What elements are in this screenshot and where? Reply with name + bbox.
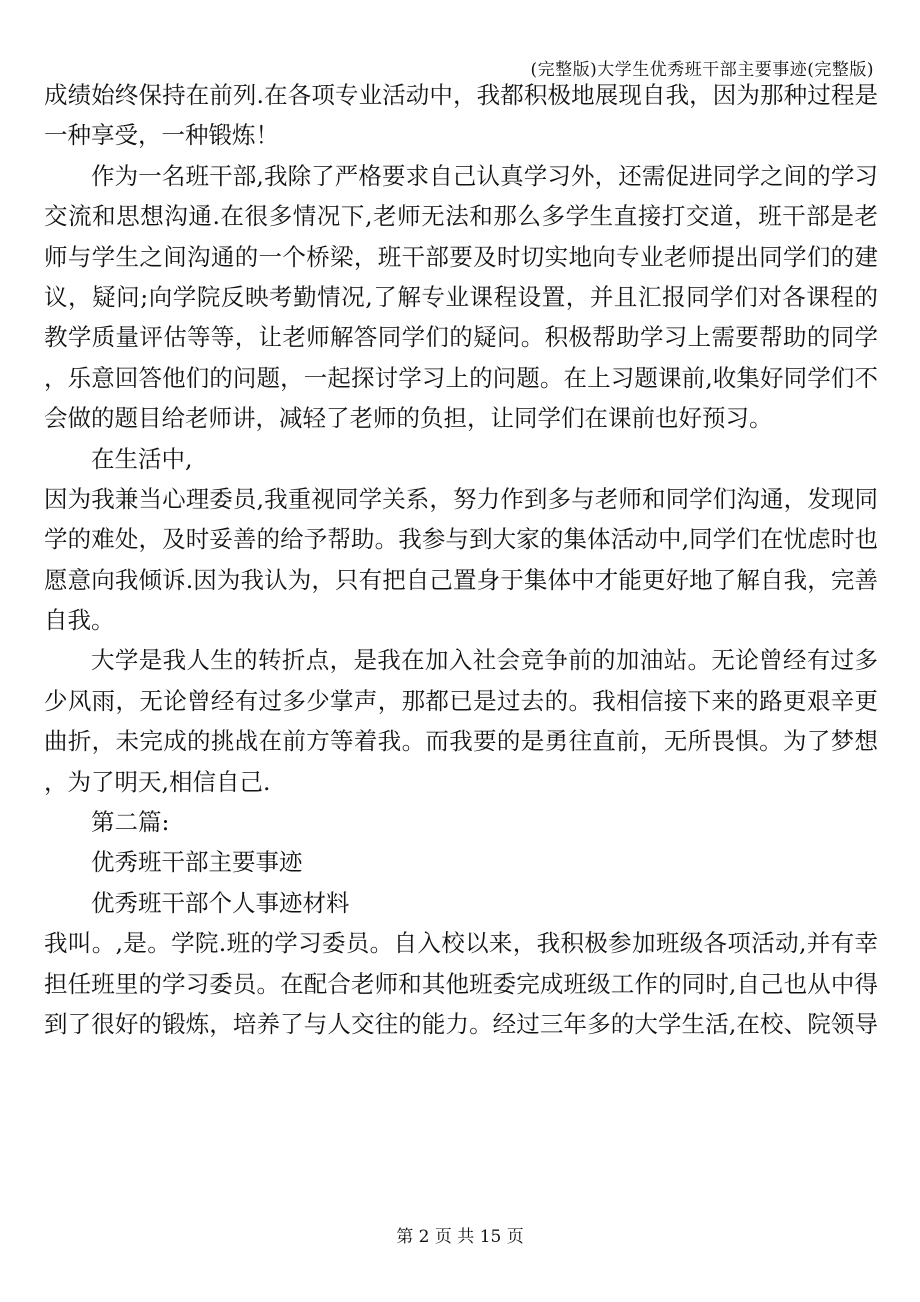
text-line: 到了很好的锻炼，培养了与人交往的能力。经过三年多的大学生活,在校、院领导 <box>44 1009 878 1038</box>
text-line: 一种享受，一种锻炼！ <box>44 121 279 150</box>
text-line: 会做的题目给老师讲，减轻了老师的负担，让同学们在课前也好预习。 <box>44 404 773 433</box>
text-line: 愿意向我倾诉.因为我认为，只有把自己置身于集体中才能更好地了解自我，完善 <box>44 565 878 594</box>
text-line: 教学质量评估等等，让老师解答同学们的疑问。积极帮助学习上需要帮助的同学 <box>44 323 878 352</box>
text-line: 少风雨，无论曾经有过多少掌声，那都已是过去的。我相信接下来的路更艰辛更 <box>44 686 878 715</box>
text-line: 因为我兼当心理委员,我重视同学关系，努力作到多与老师和同学们沟通，发现同 <box>44 484 878 513</box>
paragraph-start-line: 在生活中, <box>91 444 193 473</box>
document-body <box>44 75 878 1044</box>
text-line: 我叫。,是。学院.班的学习委员。自入校以来，我积极参加班级各项活动,并有幸 <box>44 929 878 958</box>
paragraph-start-line: 大学是我人生的转折点，是我在加入社会竞争前的加油站。无论曾经有过多 <box>91 646 878 675</box>
text-line: 担任班里的学习委员。在配合老师和其他班委完成班级工作的同时,自己也从中得 <box>44 969 878 998</box>
text-line: 自我。 <box>44 606 115 635</box>
paragraph-start-line: 作为一名班干部,我除了严格要求自己认真学习外，还需促进同学之间的学习 <box>91 161 878 190</box>
page-number: 第 2 页 共 15 页 <box>396 1227 524 1247</box>
document-header: (完整版)大学生优秀班干部主要事迹(完整版) <box>530 60 874 80</box>
section-title: 优秀班干部主要事迹 <box>91 848 303 877</box>
text-line: 交流和思想沟通.在很多情况下,老师无法和那么多学生直接打交道，班干部是老 <box>44 202 878 231</box>
text-line: 成绩始终保持在前列.在各项专业活动中，我都积极地展现自我，因为那种过程是 <box>44 81 878 109</box>
text-line: 师与学生之间沟通的一个桥梁，班干部要及时切实地向专业老师提出同学们的建 <box>44 242 878 271</box>
section-subtitle: 优秀班干部个人事迹材料 <box>91 888 350 917</box>
text-line: 曲折，未完成的挑战在前方等着我。而我要的是勇往直前，无所畏惧。为了梦想 <box>44 727 878 756</box>
section-heading: 第二篇: <box>91 808 170 837</box>
text-line: 议，疑问;向学院反映考勤情况,了解专业课程设置，并且汇报同学们对各课程的 <box>44 282 878 311</box>
text-line: ，乐意回答他们的问题，一起探讨学习上的问题。在上习题课前,收集好同学们不 <box>44 363 878 392</box>
text-line: ，为了明天,相信自己. <box>44 767 271 796</box>
text-line: 学的难处，及时妥善的给予帮助。我参与到大家的集体活动中,同学们在忧虑时也 <box>44 525 878 554</box>
